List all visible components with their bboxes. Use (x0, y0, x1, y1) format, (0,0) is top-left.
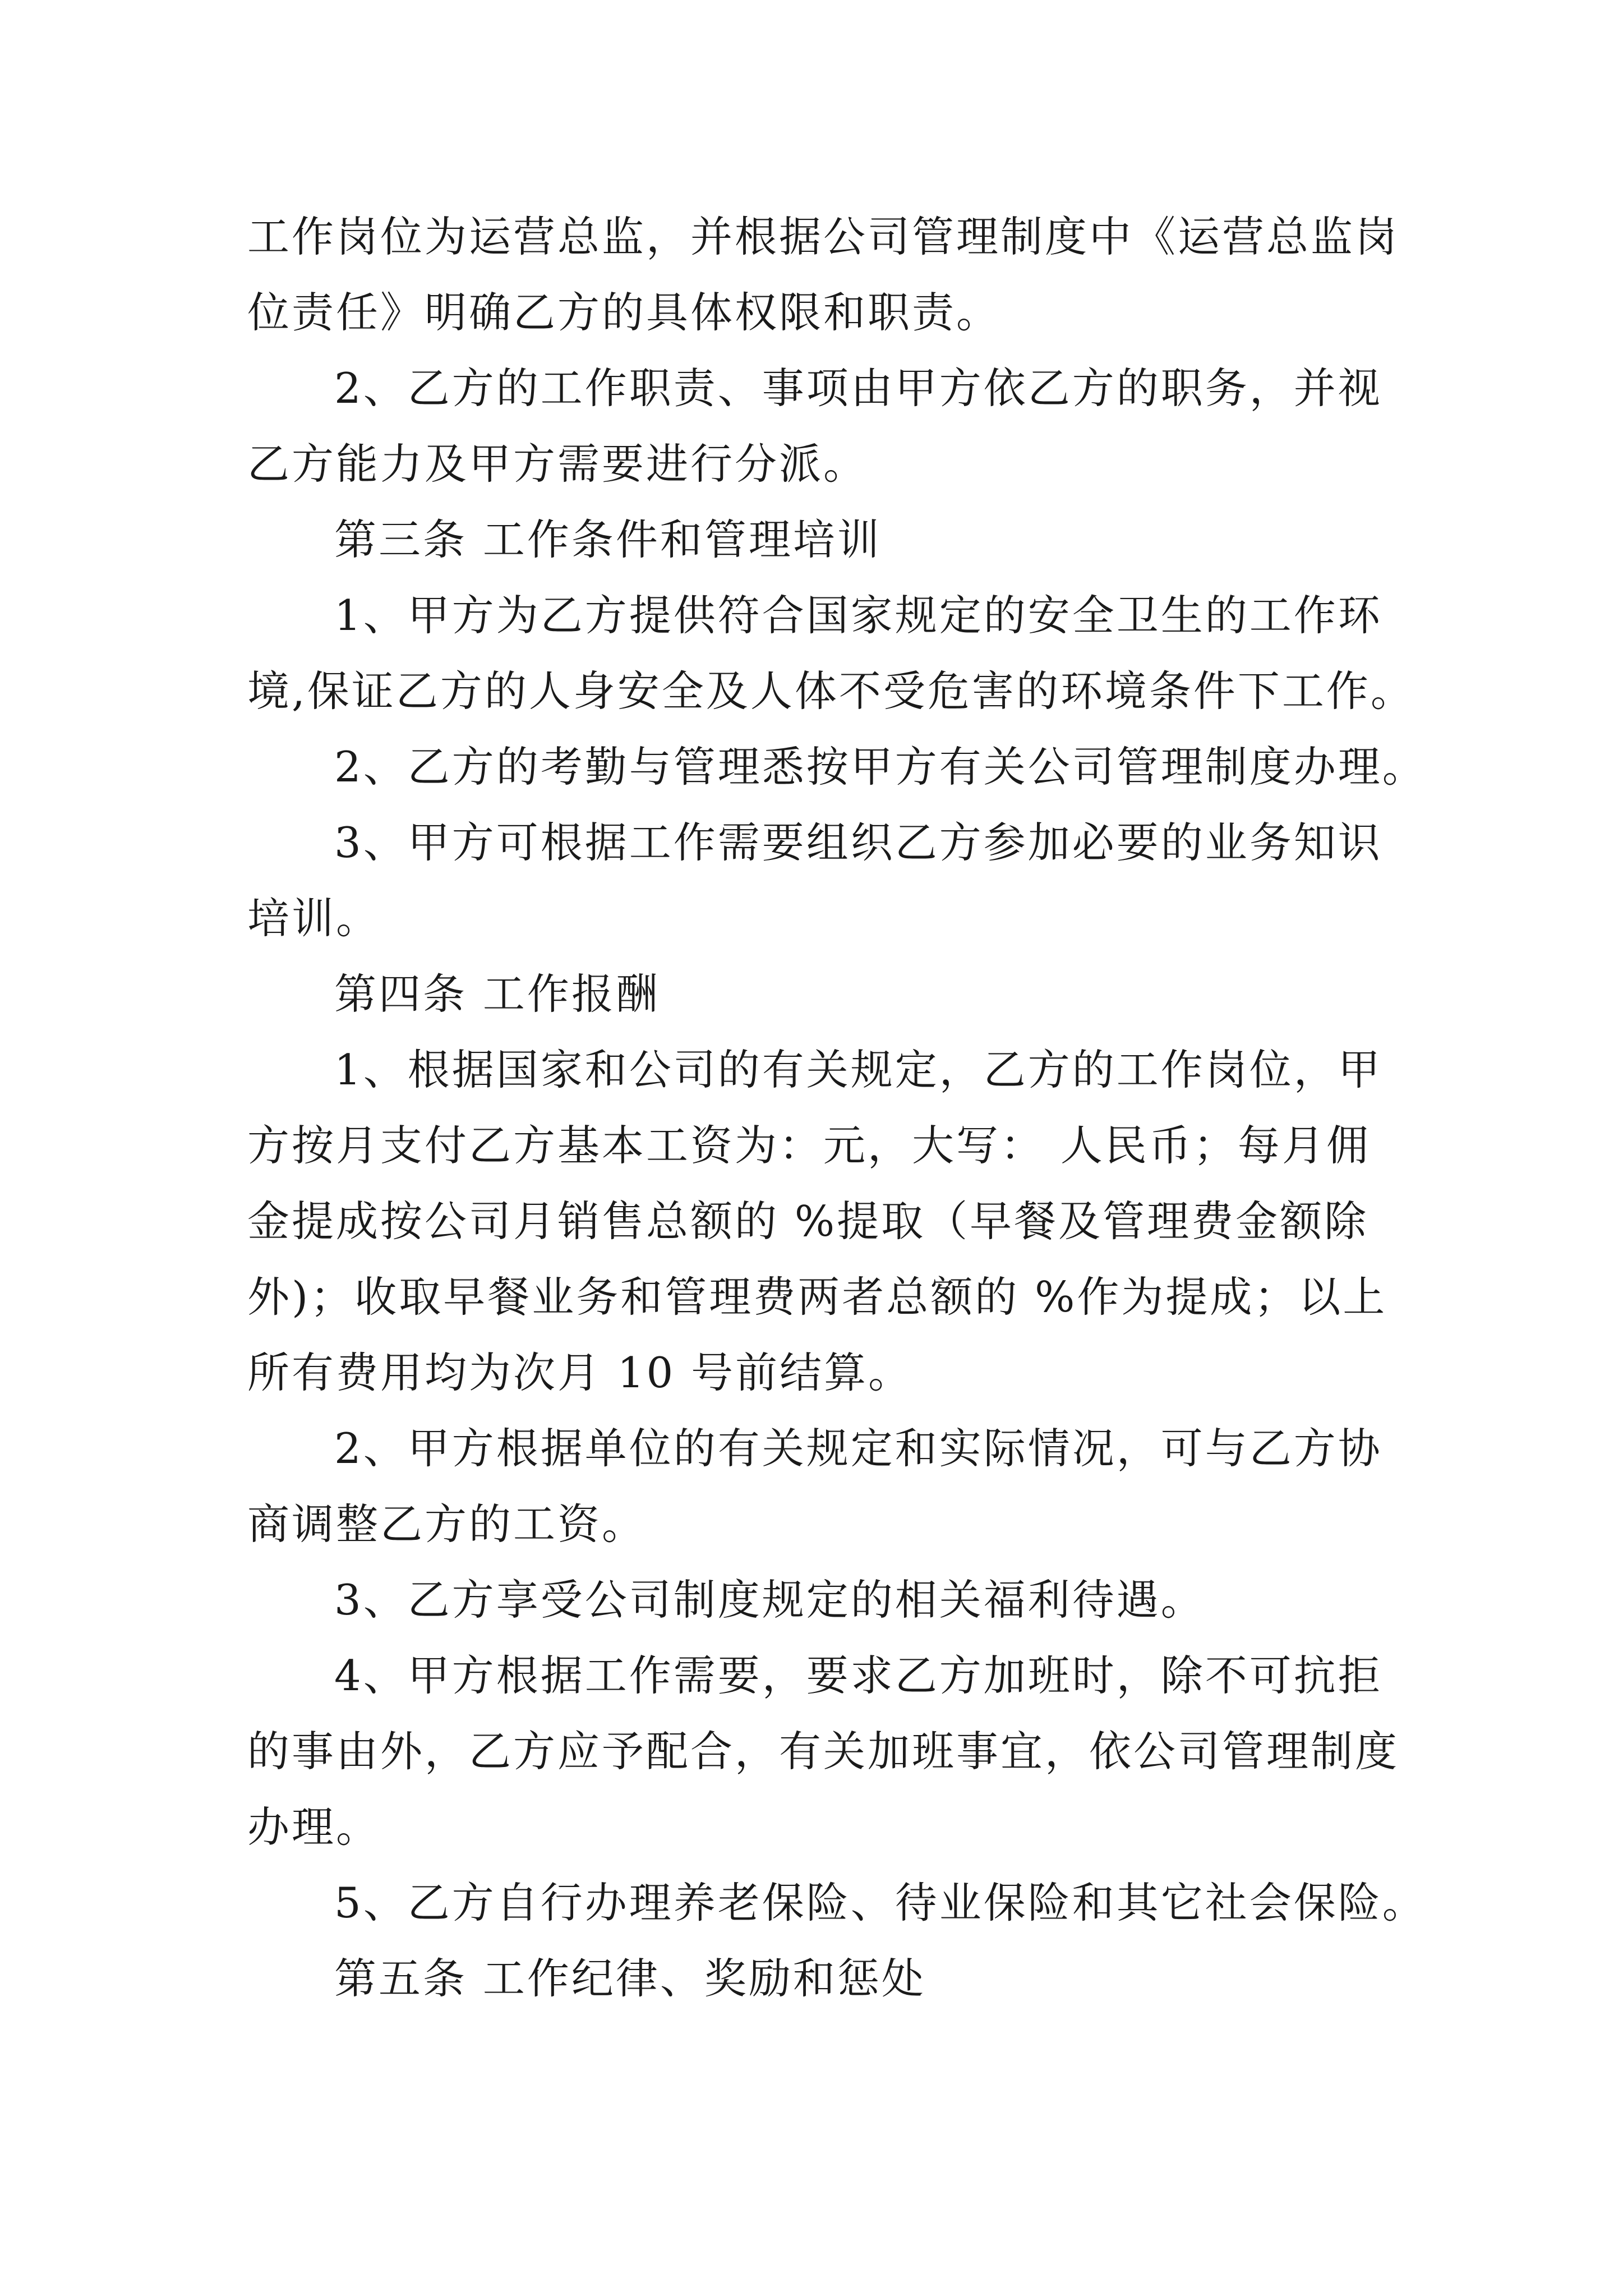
text-line: 外)；收取早餐业务和管理费两者总额的 %作为提成；以上 (247, 1272, 1387, 1322)
text-line: 商调整乙方的工资。 (247, 1499, 647, 1549)
section-heading: 第四条 工作报酬 (334, 969, 660, 1019)
text-line: 3、乙方享受公司制度规定的相关福利待遇。 (334, 1575, 1205, 1625)
text-line: 2、乙方的考勤与管理悉按甲方有关公司管理制度办理。 (334, 742, 1427, 792)
text-line: 的事由外，乙方应予配合，有关加班事宜，依公司管理制度 (247, 1727, 1400, 1776)
text-line: 4、甲方根据工作需要，要求乙方加班时，除不可抗拒 (334, 1651, 1382, 1700)
text-line: 所有费用均为次月 10 号前结算。 (247, 1348, 913, 1397)
text-line: 方按月支付乙方基本工资为：元，大写： 人民币；每月佣 (247, 1121, 1371, 1170)
text-line: 境,保证乙方的人身安全及人体不受危害的环境条件下工作。 (247, 666, 1415, 716)
text-line: 3、甲方可根据工作需要组织乙方参加必要的业务知识 (334, 818, 1382, 867)
text-line: 培训。 (247, 894, 381, 943)
text-line: 2、乙方的工作职责、事项由甲方依乙方的职务，并视 (334, 364, 1382, 413)
text-line: 乙方能力及甲方需要进行分派。 (247, 439, 868, 489)
section-heading: 第五条 工作纪律、奖励和惩处 (334, 1954, 926, 2003)
text-line: 1、根据国家和公司的有关规定，乙方的工作岗位，甲 (334, 1045, 1382, 1094)
text-line: 办理。 (247, 1802, 381, 1852)
text-line: 2、甲方根据单位的有关规定和实际情况，可与乙方协 (334, 1424, 1382, 1473)
section-heading: 第三条 工作条件和管理培训 (334, 515, 882, 564)
text-line: 位责任》明确乙方的具体权限和职责。 (247, 288, 1001, 337)
text-line: 工作岗位为运营总监，并根据公司管理制度中《运营总监岗 (247, 212, 1400, 261)
text-line: 金提成按公司月销售总额的 %提取（早餐及管理费金额除 (247, 1197, 1369, 1246)
document-body (247, 199, 1427, 2017)
text-line: 5、乙方自行办理养老保险、待业保险和其它社会保险。 (334, 1878, 1427, 1927)
text-line: 1、甲方为乙方提供符合国家规定的安全卫生的工作环 (334, 591, 1382, 640)
